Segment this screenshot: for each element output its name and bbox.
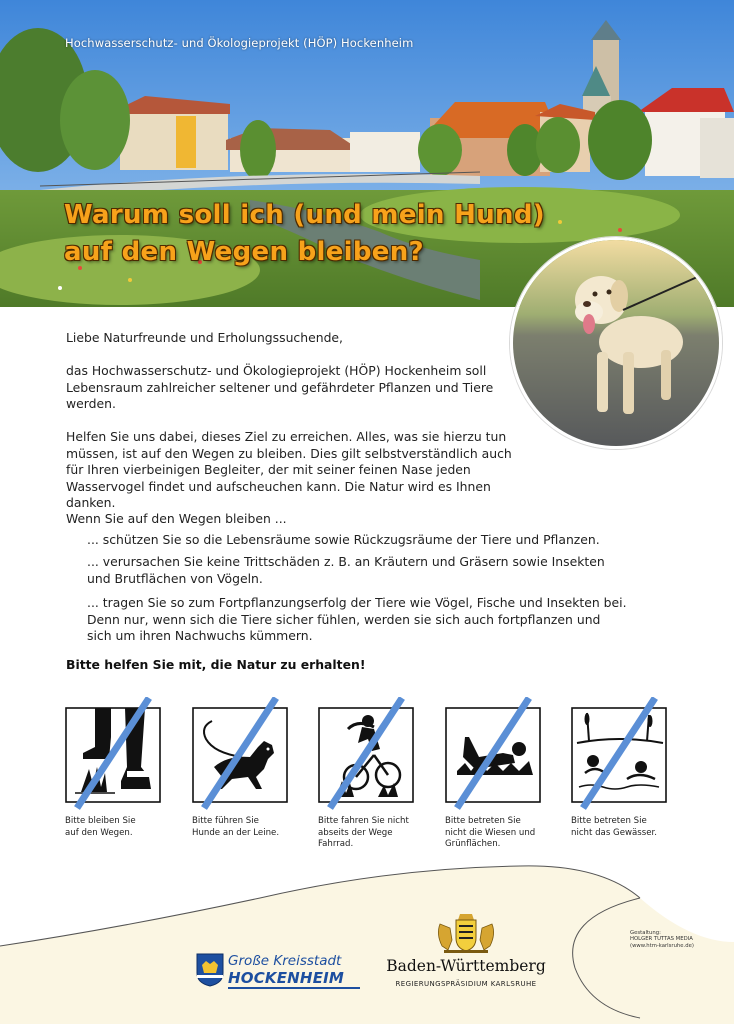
baden-wuerttemberg-logo — [384, 912, 554, 996]
state-name: Baden-Württemberg — [386, 957, 546, 975]
cyclist-icon — [318, 697, 414, 810]
pictogram-label: Bitte betreten Sie nicht die Wiesen und Grünflächen. — [445, 816, 536, 850]
labrador-dog-image — [513, 240, 722, 449]
help-paragraph: Helfen Sie uns dabei, dieses Ziel zu erreichen. Alles, was sie hierzu tun müssen, ist auf den Wegen zu bleiben. Dies gilt selbstverständlich auch für Ihren vierbeinigen Begleiter, der mit seiner feinen Nase jeden Wasservogel findet und aufscheuchen kann. Die Natur wird es Ihnen danken. — [66, 429, 512, 511]
pictogram-water — [571, 697, 667, 810]
feet-on-path-icon — [65, 697, 161, 810]
swimmers-icon — [571, 697, 667, 810]
greeting-text: Liebe Naturfreunde und Erholungssuchende, — [66, 330, 343, 345]
pictogram-cycling — [318, 697, 414, 810]
page-title-line1: Warum soll ich (und mein Hund) — [64, 200, 545, 230]
stay-on-path-intro: Wenn Sie auf den Wegen bleiben ... — [66, 511, 287, 526]
pictogram-label: Bitte bleiben Sie auf den Wegen. — [65, 816, 136, 838]
page-title — [64, 197, 545, 271]
city-logo-line1: Große Kreisstadt — [228, 953, 342, 969]
pictogram-label: Bitte betreten Sie nicht das Gewässer. — [571, 816, 657, 838]
person-lying-on-meadow-icon — [445, 697, 541, 810]
intro-paragraph: das Hochwasserschutz- und Ökologieprojekt (HÖP) Hockenheim soll Lebensraum zahlreicher seltener und gefährdeter Pflanzen und Tiere werden. — [66, 363, 494, 412]
hockenheim-logo — [196, 951, 366, 991]
benefit-item: ... schützen Sie so die Lebensräume sowie Rückzugsräume der Tiere und Pflanzen. — [87, 532, 600, 547]
city-logo-underline — [228, 987, 360, 989]
pictogram-meadow — [445, 697, 541, 810]
hockenheim-crest-icon — [196, 953, 224, 987]
state-authority: REGIERUNGSPRÄSIDIUM KARLSRUHE — [395, 980, 537, 988]
city-logo-line2: HOCKENHEIM — [228, 969, 345, 987]
benefit-item: ... tragen Sie so zum Fortpflanzungserfolg der Tiere wie Vögel, Fische und Insekten bei. Denn nur, wenn sich die Tiere sicher fühlen, werden sie sich auch fortpflanzen und sich um ihren Nachwuchs kümmern. — [87, 595, 627, 644]
dog-on-leash-icon — [192, 697, 288, 810]
page-title-line2: auf den Wegen bleiben? — [64, 237, 424, 267]
hero-caption: Hochwasserschutz- und Ökologieprojekt (HÖP) Hockenheim — [65, 36, 414, 50]
pictogram-stay-on-path — [65, 697, 161, 810]
footer-background — [0, 858, 734, 1024]
pictogram-dog-leash — [192, 697, 288, 810]
benefit-item: ... verursachen Sie keine Trittschäden z. B. an Kräutern und Gräsern sowie Insekten und Brutflächen von Vögeln. — [87, 554, 605, 586]
dog-photo — [510, 237, 722, 449]
pictogram-label: Bitte fahren Sie nicht abseits der Wege Fahrrad. — [318, 816, 409, 850]
pictogram-label: Bitte führen Sie Hunde an der Leine. — [192, 816, 280, 838]
state-coat-of-arms-icon — [434, 912, 498, 954]
design-credit: Gestaltung: HOLGER TUTTAS MEDIA (www.htm-karlsruhe.de) — [630, 930, 694, 949]
call-to-action: Bitte helfen Sie mit, die Natur zu erhalten! — [66, 657, 366, 672]
